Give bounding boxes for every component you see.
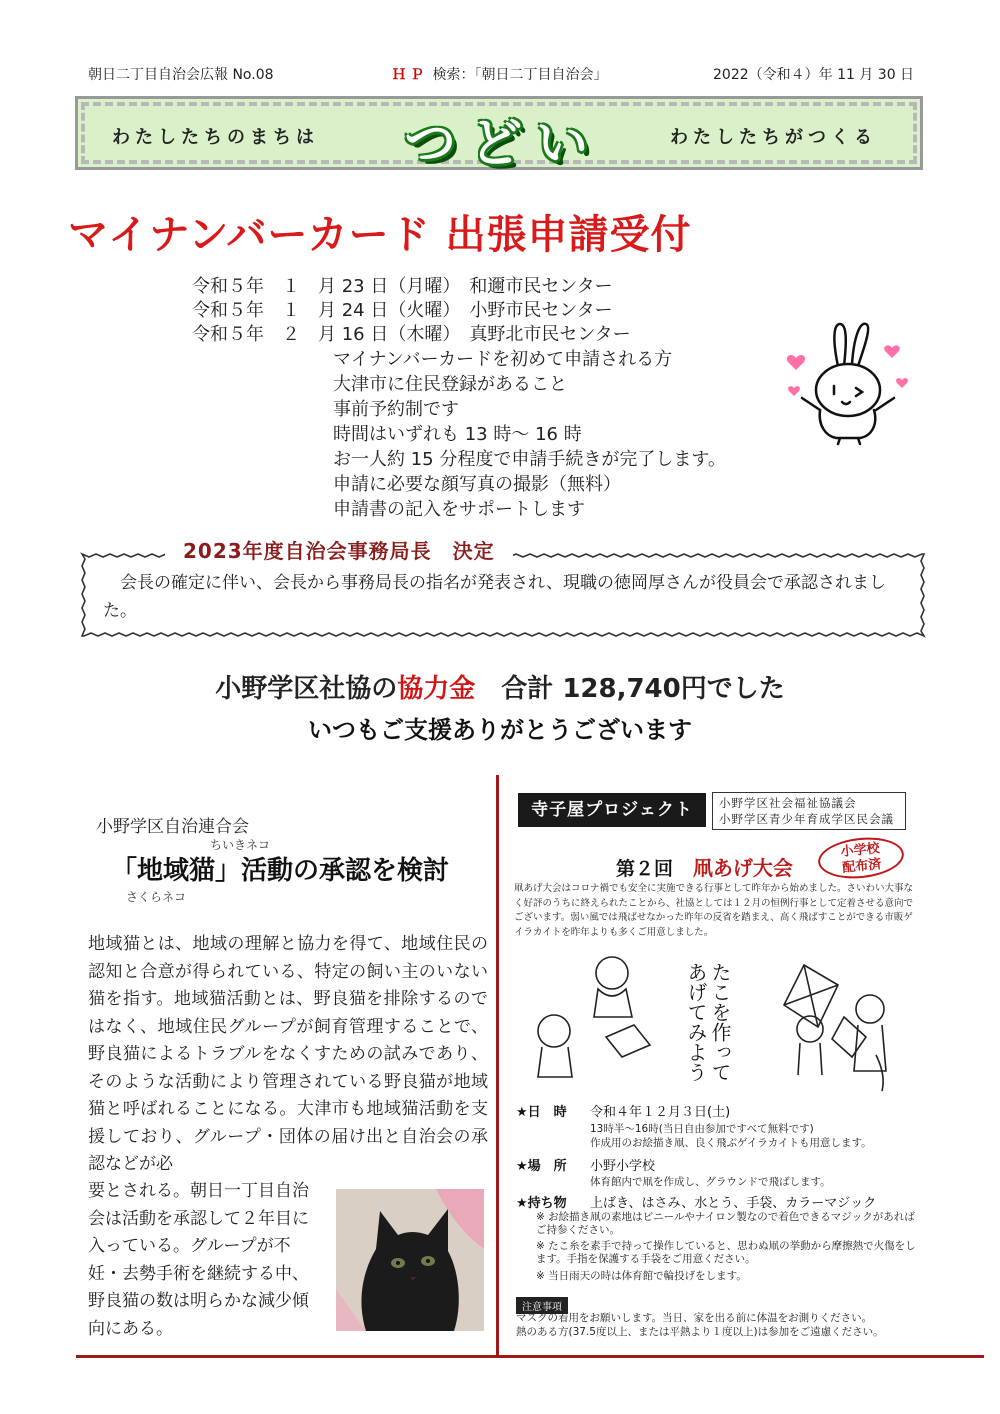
items-value: 上ばき、はさみ、水とう、手袋、カラーマジック [590,1196,877,1211]
hp-search-text: 検索：「朝日二丁目自治会」 [432,67,608,83]
flyer-event-title [616,852,793,881]
flyer-intro: 凧あげ大会はコロナ禍でも安全に実施できる行事として昨年から始めました。さいわい大事なく好評のうちに終えられたことから、社協としては１２月の恒例行事として定着させる意向でございます。弱い風では飛ばせなかった昨年の反省を踏まえ、高く飛ばすことができる市販ゲイラカイトを昨年よりも多くご用意しました。 [514,883,914,938]
event-items-row [516,1192,876,1211]
title-banner [75,96,923,174]
org-line: 小野学区社会福祉協議会 [719,796,857,810]
schedule-row: 令和５年 １ 月 23 日（月曜） 和邇市民センター [192,276,613,297]
flyer-organizers [712,792,906,830]
date-value: 令和４年１２月３日(土) [590,1105,731,1120]
caution-text [516,1311,916,1339]
coop-suffix: 合計 128,740円でした [475,674,785,704]
hp-label: ＨＰ [392,67,428,83]
date-detail: 13時半～16時(当日自由参加ですべて無料です) [590,1123,814,1135]
distributed-stamp [816,834,906,883]
mynumber-note: 時間はいずれも 13 時～ 16 時 [333,424,582,445]
caution-line: 熱のある方(37.5度以上、または平熱より１度以上)は参加をご遠慮ください。 [516,1326,884,1338]
black-cat-photo [336,1189,484,1331]
coop-highlight: 協力金 [397,674,476,704]
newsletter-issue: 朝日二丁目自治会広報 No.08 [88,67,274,83]
mynumber-note: 申請書の記入をサポートします [333,499,585,520]
article-body: 地域猫とは、地域の理解と協力を得て、地域住民の認知と合意が得られている、特定の飼い主のいない猫を指す。地域猫活動とは、野良猫を排除するのではなく、地域住民グループが飼育管理することで、野良猫によるトラブルをなくすための試みであり、そのような活動により管理されている野良猫が地域猫と呼ばれることになる。大津市も地域猫活動を支援しており、グループ・団体の届け出と自治会の承認などが必 [88,934,488,1174]
caution-label: 注意事項 [516,1297,568,1314]
stamp-line: 小学校 [840,841,881,861]
column-divider [496,775,499,1357]
newsletter-title: つどい [403,114,602,174]
event-edition: 第２回 [616,858,674,880]
schedule-row: 令和５年 ２ 月 16 日（木曜） 真野北市民センター [192,324,631,345]
mynumber-note: 大津市に住民登録があること [333,374,567,395]
org-line: 小野学区青少年育成学区民会議 [719,812,894,826]
director-title: 2023年度自治会事務局長 決定 [165,535,513,564]
bottom-divider [76,1355,984,1358]
schedule-row: 令和５年 １ 月 24 日（火曜） 小野市民センター [192,300,613,321]
rabbit-mascot-illustration [780,318,920,448]
date-detail: 作成用のお絵描き凧、良く飛ぶゲイラカイトも用意します。 [590,1137,872,1149]
hp-search-label [392,64,607,84]
items-label: ★持ち物 [516,1196,567,1211]
article-title: 「地域猫」活動の承認を検討 [111,856,450,886]
ruby-bottom: さくらネコ [126,890,187,904]
article-org: 小野学区自治連合会 [96,817,249,837]
place-label: ★場 所 [516,1159,567,1174]
event-name: 凧あげ大会 [692,856,793,880]
terakoya-project-tag: 寺子屋プロジェクト [518,793,706,827]
mynumber-note: 事前予約制です [333,399,459,420]
items-note: ※ 当日雨天の時は体育館で輪投げをします。 [536,1270,747,1282]
mynumber-note: お一人約 15 分程度で申請手続きが完了します。 [333,449,726,470]
caution-line: マスクの着用をお願いします。当日、家を出る前に体温をお測りください。 [516,1312,873,1324]
date-label: ★日 時 [516,1105,567,1120]
director-text: 会長の確定に伴い、会長から事務局長の指名が発表され、現職の徳岡厚さんが役員会で承認されました。 [103,573,887,621]
coop-prefix: 小野学区社協の [215,674,398,704]
ruby-top: ちいきネコ [210,838,271,852]
issue-date: 2022（令和４）年 11 月 30 日 [713,67,915,83]
mynumber-note: 申請に必要な顔写真の撮影（無料） [333,474,621,495]
banner-left-text: わたしたちのまちは [112,127,319,148]
cooperation-amount [0,668,1000,705]
items-note: ※ たこ糸を素手で持って操作していると、思わぬ凧の挙動から摩擦熱で火傷をします。手指を保護する手袋をご用意ください。 [536,1240,916,1265]
vertical-caption: たこを作って あげてみよう [684,962,732,1082]
banner-right-text: わたしたちがつくる [670,127,877,148]
items-note: ※ お絵描き凧の素地はビニールやナイロン製なので着色できるマジックがあればご持参ください。 [536,1211,915,1236]
mynumber-headline: マイナンバーカード 出張申請受付 [68,212,692,258]
article-body-tail: 要とされる。朝日一丁目自治会は活動を承認して２年目に入っている。グループが不妊・去勢手術を継続する中、野良猫の数は明らかな減少傾向にある。 [88,1181,309,1339]
place-value: 小野小学校 [590,1159,656,1174]
place-detail: 体育館内で凧を作成し、グラウンドで飛ばします。 [590,1176,831,1188]
event-date-row [516,1101,730,1120]
event-place-row [516,1155,655,1174]
thanks-message: いつもご支援ありがとうございます [308,716,692,744]
mynumber-note: マイナンバーカードを初めて申請される方 [333,349,673,370]
stamp-line: 配布済 [841,856,883,876]
